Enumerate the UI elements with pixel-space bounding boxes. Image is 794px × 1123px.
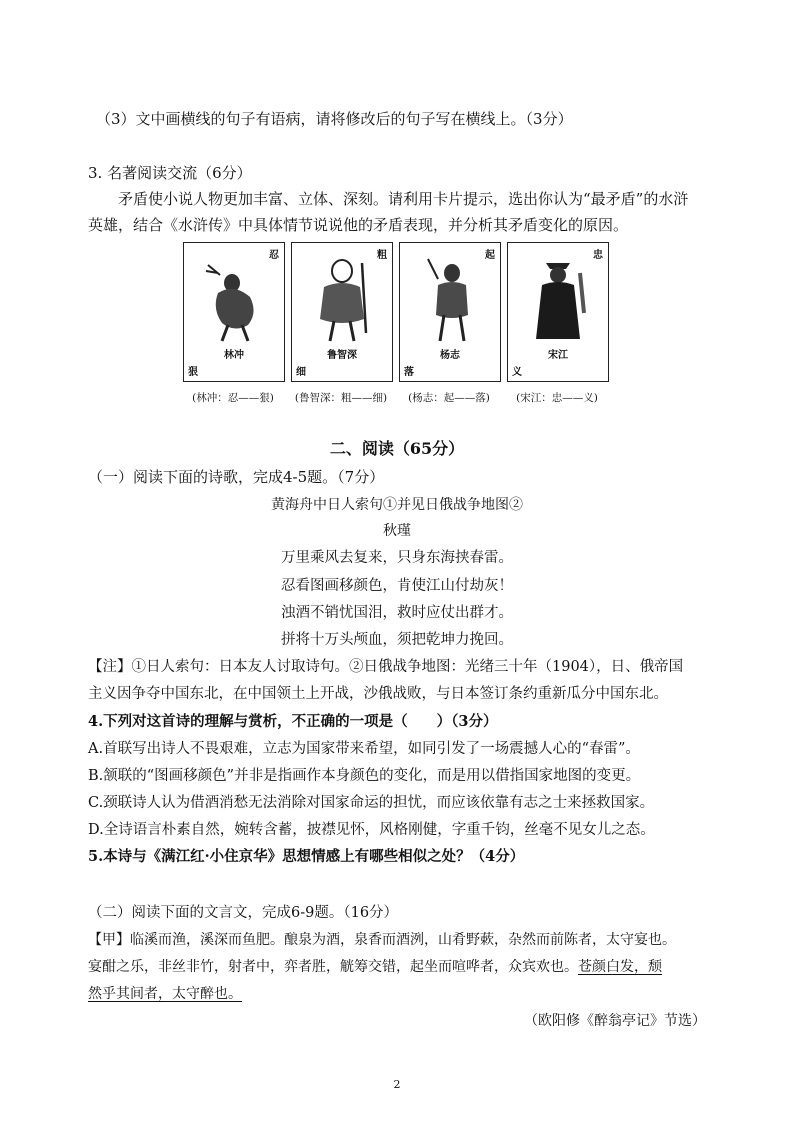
classical-text-line-1: 【甲】临溪而渔，溪深而鱼肥。酿泉为酒，泉香而酒洌，山肴野蔌，杂然而前陈者，太守宴也。	[88, 932, 676, 948]
song-jiang-figure-icon	[522, 253, 594, 343]
question-4-option-a: A.首联写出诗人不畏艰难，立志为国家带来希望，如同引发了一场震撼人心的“春雷”。	[88, 741, 640, 757]
question-4-option-d: D.全诗语言朴素自然，婉转含蓄，披襟见怀，风格刚健，字重千钧，丝毫不见女儿之态。	[88, 822, 655, 838]
poem-author: 秋瑾	[383, 523, 411, 539]
card-lu-zhishen	[291, 242, 393, 382]
card-bottom-char: 落	[404, 367, 414, 378]
card-caption-lu-zhishen: (鲁智深：粗——细)	[294, 392, 388, 404]
classical-source: （欧阳修《醉翁亭记》节选）	[524, 1013, 706, 1029]
card-name: 杨志	[440, 350, 460, 361]
card-name: 林冲	[224, 350, 244, 361]
question-3-part-3: （3）文中画横线的句子有语病，请将修改后的句子写在横线上。（3分）	[96, 110, 573, 128]
part-2-intro: （二）阅读下面的文言文，完成6-9题。（16分）	[88, 905, 399, 921]
question-3-body-line-1: 矛盾使小说人物更加丰富、立体、深刻。请利用卡片提示，选出你认为“最矛盾”的水浒	[118, 190, 689, 208]
lin-chong-figure-icon	[198, 253, 270, 343]
question-4-option-b: B.颔联的“图画移颜色”并非是指画作本身颜色的变化，而是用以借指国家地图的变更。	[88, 768, 641, 784]
classical-text-line-2	[88, 956, 662, 978]
yang-zhi-figure-icon	[414, 253, 486, 343]
card-caption-song-jiang: (宋江：忠——义)	[516, 392, 598, 404]
card-top-char: 粗	[377, 250, 387, 261]
part-1-intro: （一）阅读下面的诗歌，完成4-5题。（7分）	[88, 468, 385, 486]
poem-title: 黄海舟中日人索句①并见日俄战争地图②	[271, 497, 523, 513]
question-5-stem: 5.本诗与《满江红·小住京华》思想情感上有哪些相似之处？（4分）	[88, 848, 525, 865]
card-song-jiang	[507, 242, 609, 382]
question-4-stem: 4.下列对这首诗的理解与赏析，不正确的一项是（ ）（3分）	[88, 713, 498, 730]
card-yang-zhi	[399, 242, 501, 382]
question-3-title: 3. 名著阅读交流（6分）	[88, 164, 252, 182]
card-top-char: 忍	[269, 250, 279, 261]
card-top-char: 忠	[593, 250, 603, 261]
poem-line-3: 浊酒不销忧国泪，救时应仗出群才。	[281, 605, 513, 621]
section-2-title: 二、阅读（65分）	[329, 439, 465, 458]
poem-note-line-2: 主义因争夺中国东北，在中国领土上开战，沙俄战败，与日本签订条约重新瓜分中国东北。	[88, 686, 668, 702]
poem-note-line-1: 【注】①日人索句：日本友人讨取诗句。②日俄战争地图：光绪三十年（1904），日、俄帝国	[88, 659, 684, 675]
character-cards	[183, 242, 623, 410]
card-name: 鲁智深	[327, 350, 357, 361]
card-lin-chong	[183, 242, 285, 382]
card-bottom-char: 狠	[188, 367, 198, 378]
classical-text-line-2-plain: 宴酣之乐，非丝非竹，射者中，弈者胜，觥筹交错，起坐而喧哗者，众宾欢也。	[88, 959, 578, 975]
card-bottom-char: 义	[512, 367, 522, 378]
classical-underlined-sentence-end: 然乎其间者，太守醉也。	[88, 986, 242, 1002]
question-3-body-line-2: 英雄，结合《水浒传》中具体情节说说他的矛盾表现，并分析其矛盾变化的原因。	[88, 216, 629, 234]
poem-line-2: 忍看图画移颜色，肯使江山付劫灰！	[281, 578, 513, 594]
card-caption-yang-zhi: (杨志：起——落)	[408, 392, 490, 404]
card-top-char: 起	[485, 250, 495, 261]
page-number: 2	[393, 1078, 401, 1091]
poem-line-4: 拼将十万头颅血，须把乾坤力挽回。	[281, 632, 513, 648]
question-4-option-c: C.颈联诗人认为借酒消愁无法消除对国家命运的担忧，而应该依靠有志之士来拯救国家。	[88, 795, 655, 811]
card-bottom-char: 细	[296, 367, 306, 378]
lu-zhishen-figure-icon	[306, 253, 378, 343]
card-name: 宋江	[548, 350, 568, 361]
classical-underlined-sentence-start: 苍颜白发，颓	[578, 959, 662, 975]
card-caption-lin-chong: (林冲：忍——狠)	[192, 392, 274, 404]
poem-line-1: 万里乘风去复来，只身东海挟春雷。	[281, 550, 513, 566]
